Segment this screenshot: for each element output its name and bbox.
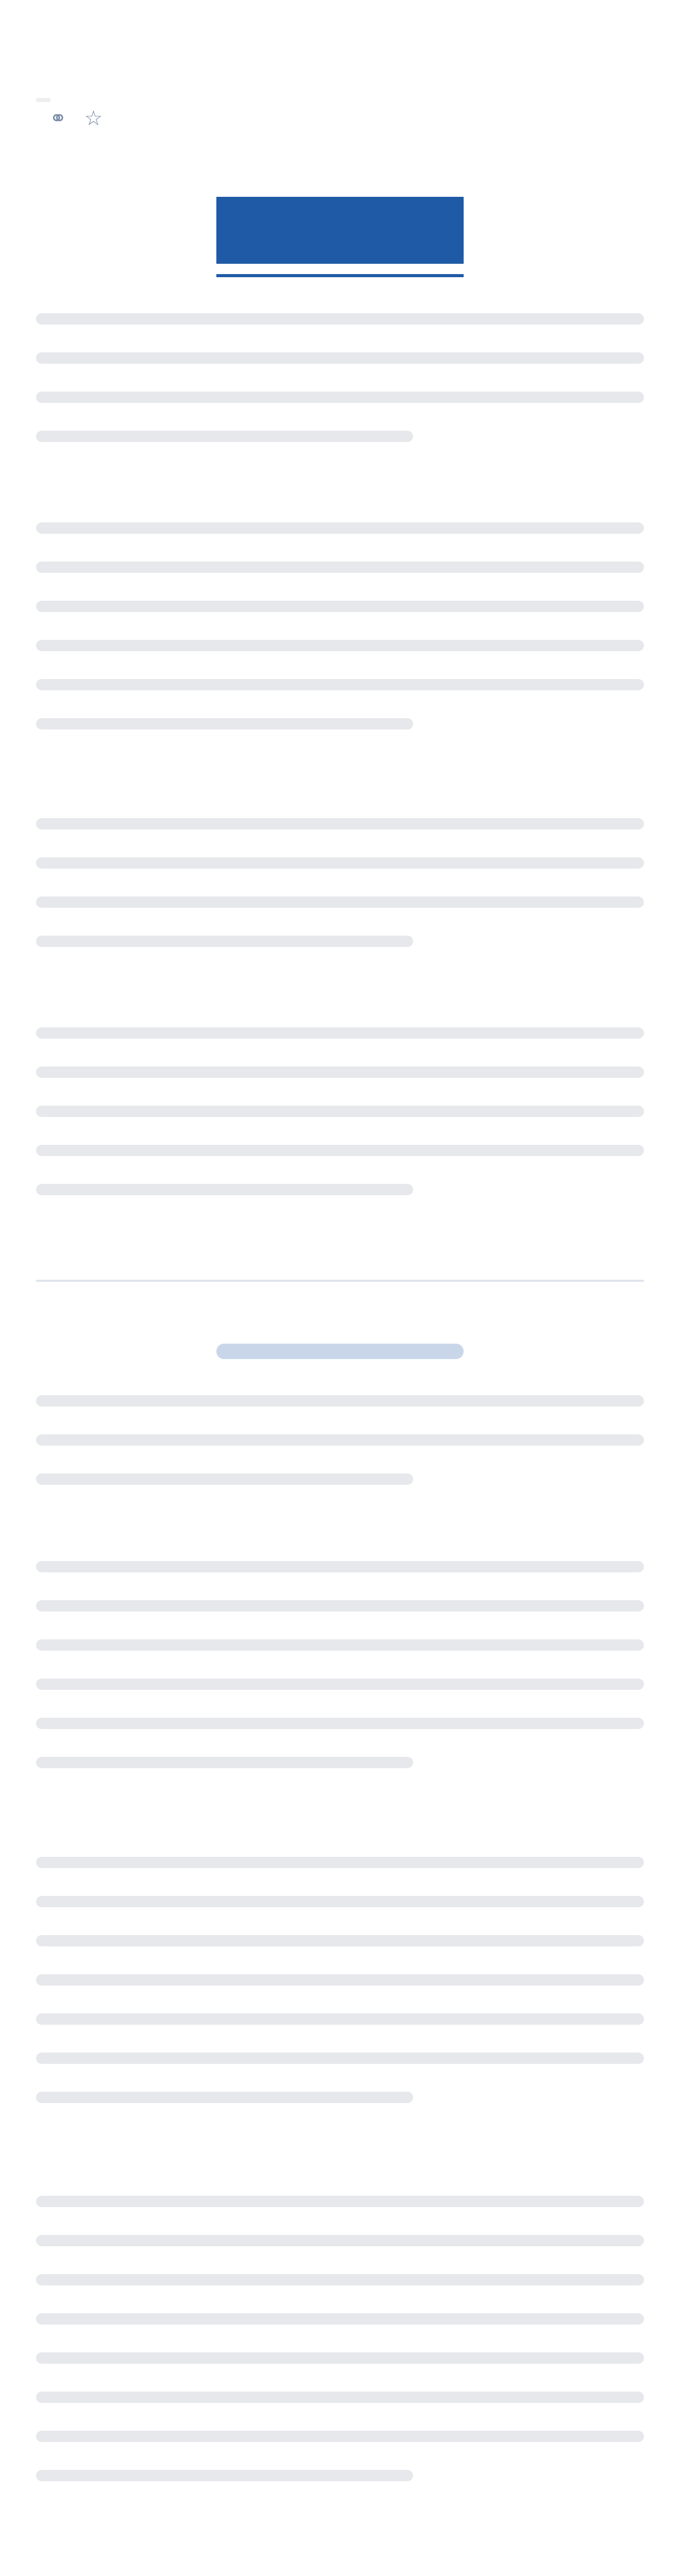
section-heading (36, 1344, 644, 1359)
text-line-placeholder (36, 1434, 644, 1446)
article-paragraph (36, 2196, 644, 2542)
text-line-placeholder (36, 1027, 644, 1039)
banner-underline (216, 274, 464, 277)
article-meta-2 (36, 102, 644, 135)
text-line-placeholder (36, 392, 644, 403)
text-line-placeholder (36, 1066, 644, 1078)
text-line-placeholder (36, 1718, 644, 1729)
text-line-placeholder (36, 601, 644, 612)
text-line-placeholder (36, 562, 644, 573)
text-line-placeholder (36, 679, 644, 690)
text-line-placeholder (36, 431, 413, 442)
star-button[interactable] (84, 102, 107, 135)
headphones-icon: ⚭ (49, 107, 67, 130)
article-paragraph (36, 1561, 644, 1821)
text-line-placeholder (36, 313, 644, 325)
text-line-placeholder (36, 1974, 644, 1986)
text-line-placeholder (36, 2392, 644, 2403)
text-line-placeholder (36, 1184, 413, 1195)
text-line-placeholder (36, 718, 413, 730)
text-line-placeholder (36, 2470, 413, 2481)
article-section (36, 1344, 644, 2576)
text-line-placeholder (36, 896, 644, 908)
text-line-placeholder (36, 2313, 644, 2325)
text-line-placeholder (36, 1935, 644, 1946)
star-icon: ☆ (84, 107, 103, 130)
meta-badge (36, 98, 50, 102)
text-line-placeholder (36, 1395, 644, 1406)
article-paragraph (36, 1395, 644, 1525)
text-line-placeholder (36, 1106, 644, 1117)
text-line-placeholder (36, 2352, 644, 2364)
text-line-placeholder (36, 857, 644, 869)
text-line-placeholder (36, 1145, 644, 1156)
article-paragraph (36, 818, 644, 991)
text-line-placeholder (36, 1679, 644, 1690)
article-section (36, 313, 644, 1282)
text-line-placeholder (36, 640, 644, 651)
text-line-placeholder (36, 2013, 644, 2025)
listen-button[interactable] (49, 102, 71, 135)
section-heading-placeholder (216, 1344, 464, 1359)
text-line-placeholder (36, 1639, 644, 1651)
text-line-placeholder (36, 1600, 644, 1612)
text-line-placeholder (36, 2431, 644, 2442)
text-line-placeholder (36, 1896, 644, 1907)
text-line-placeholder (36, 2196, 644, 2207)
text-line-placeholder (36, 2274, 644, 2285)
text-line-placeholder (36, 2053, 644, 2064)
text-line-placeholder (36, 1757, 413, 1768)
text-line-placeholder (36, 352, 644, 364)
text-line-placeholder (36, 936, 413, 947)
article-paragraph (36, 1027, 644, 1244)
text-line-placeholder (36, 818, 644, 829)
article-meta (36, 98, 644, 102)
text-line-placeholder (36, 1473, 413, 1485)
article-title (36, 0, 644, 98)
article-body (36, 313, 644, 2576)
column-banner (216, 197, 464, 264)
text-line-placeholder (36, 1857, 644, 1868)
article-paragraph (36, 522, 644, 782)
text-line-placeholder (36, 2235, 644, 2246)
article-paragraph (36, 313, 644, 486)
article-paragraph (36, 1857, 644, 2160)
text-line-placeholder (36, 2092, 413, 2103)
text-line-placeholder (36, 522, 644, 534)
text-line-placeholder (36, 1561, 644, 1572)
